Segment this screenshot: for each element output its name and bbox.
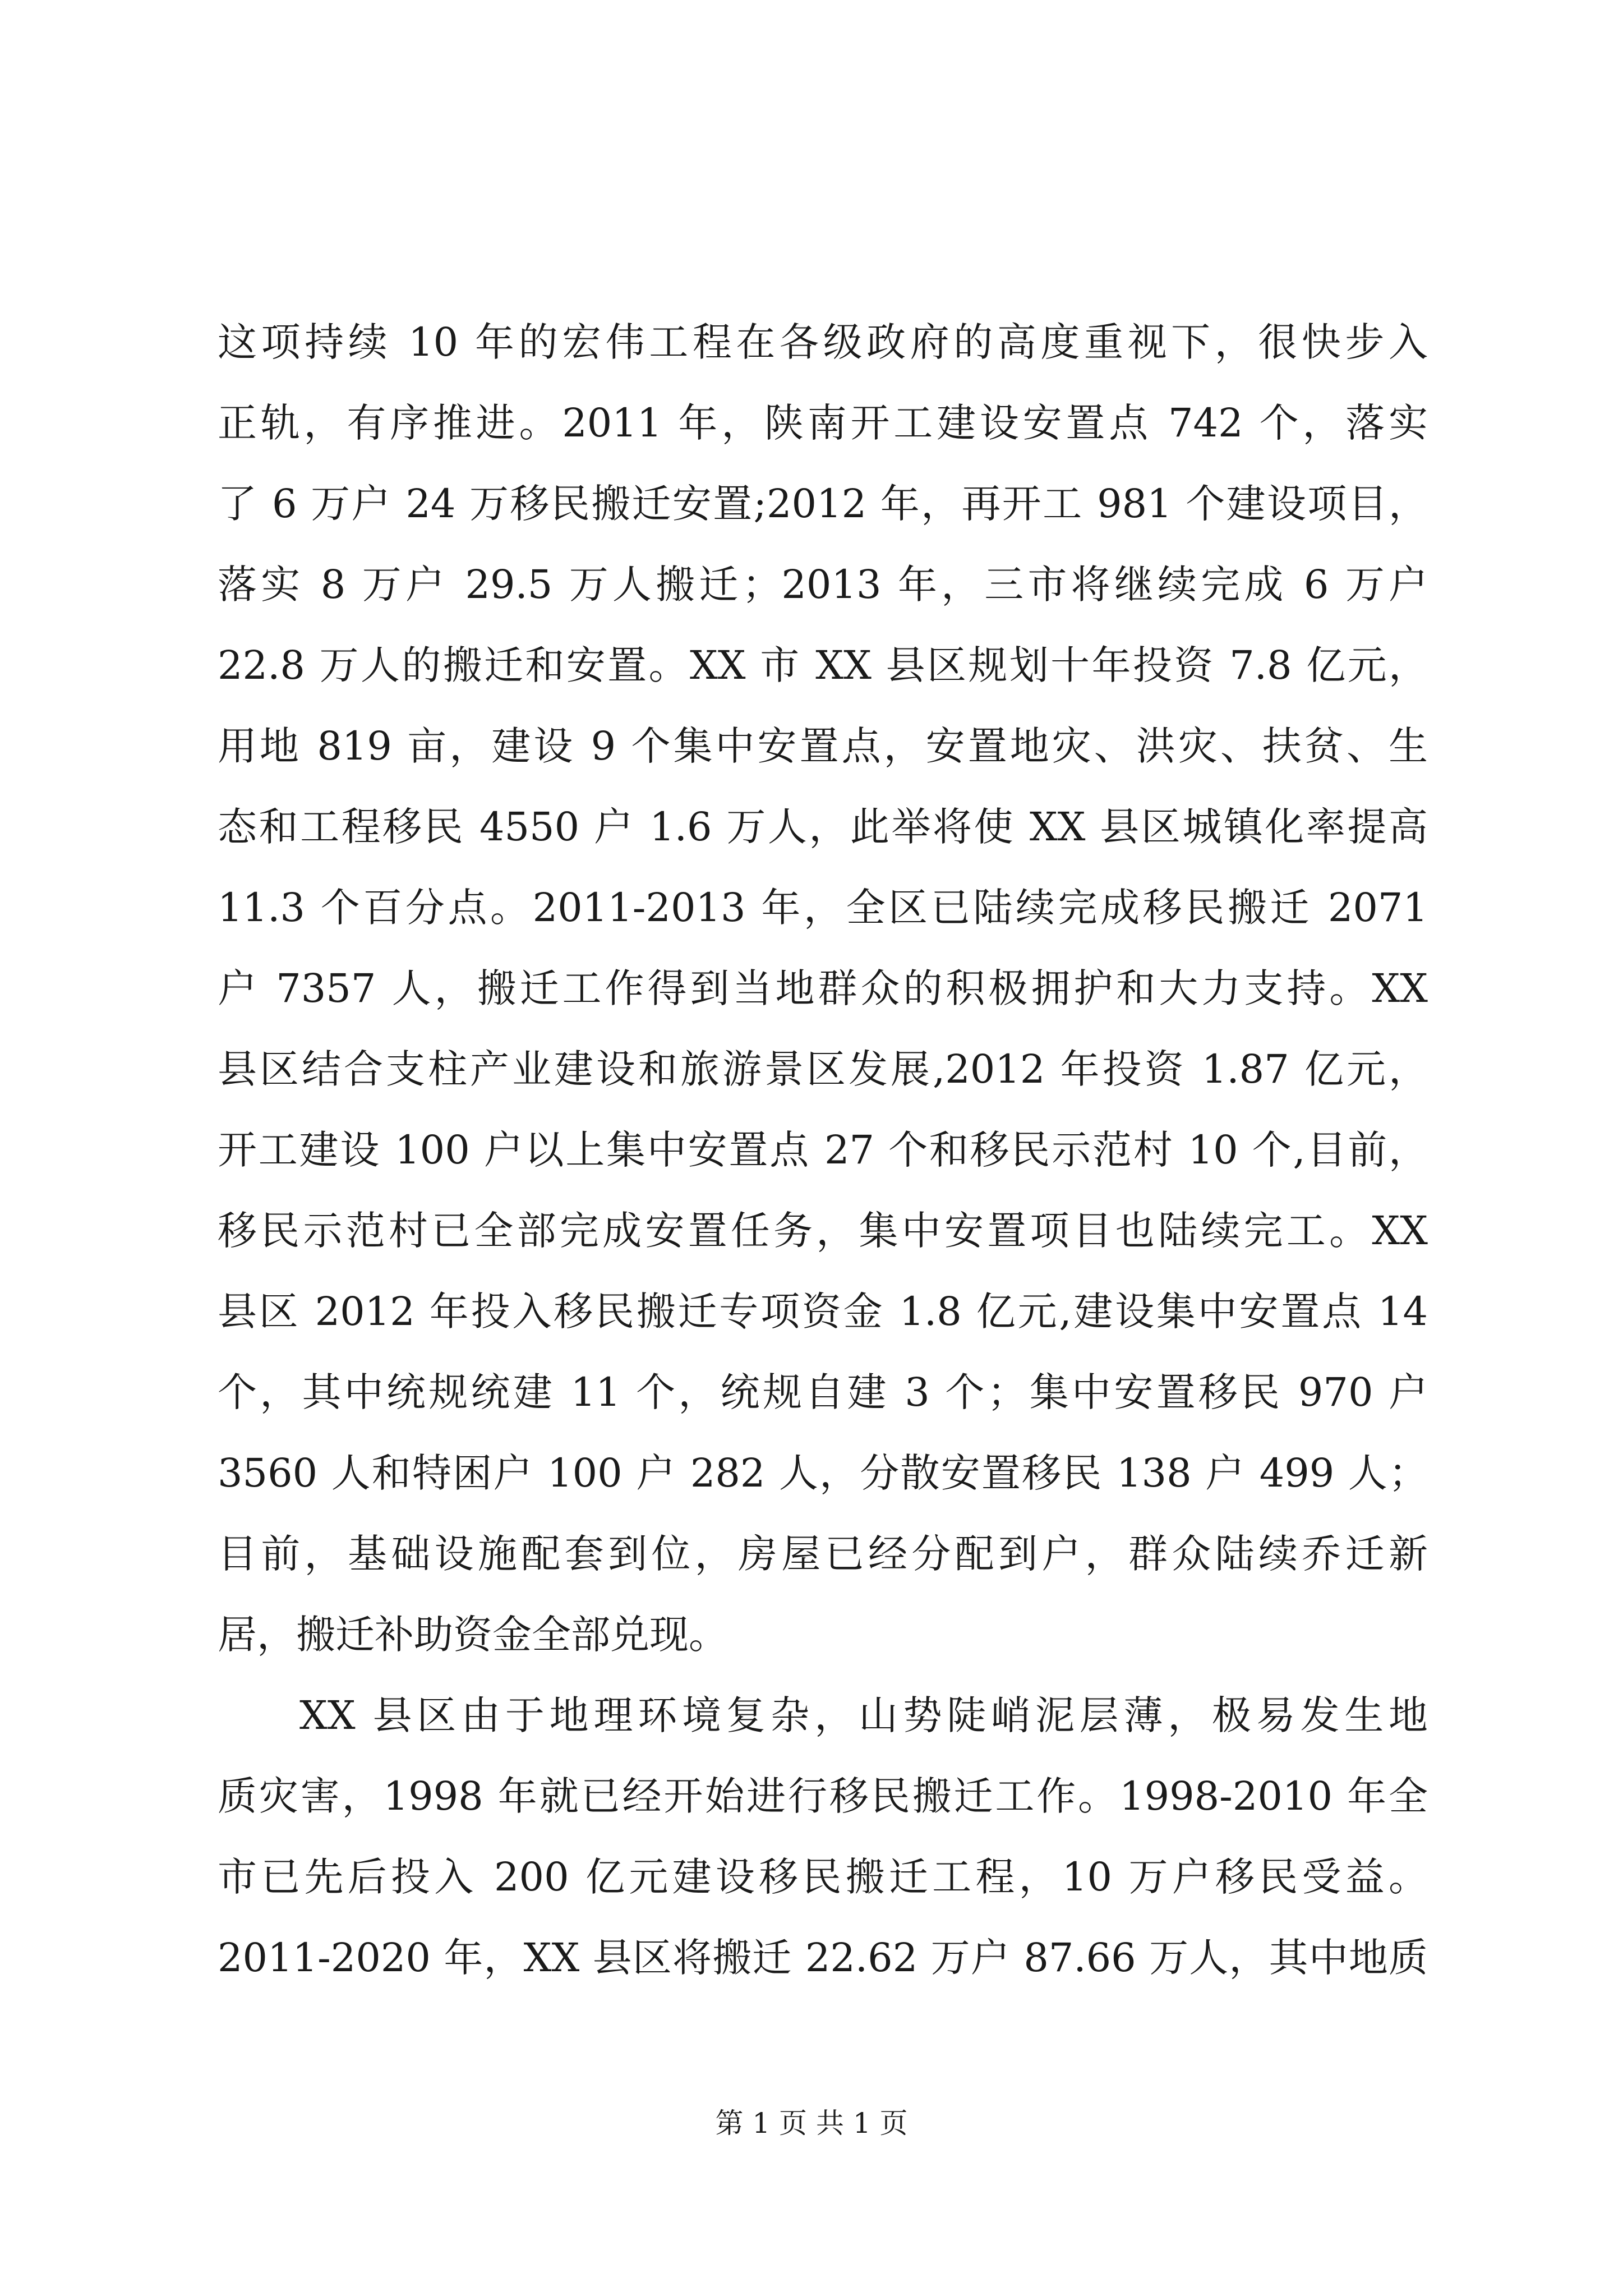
text-line: 落实 8 万户 29.5 万人搬迁；2013 年，三市将继续完成 6 万户 [218,562,1428,608]
text-line: 22.8 万人的搬迁和安置。XX 市 XX 县区规划十年投资 7.8 亿元， [218,642,1428,688]
page-footer [0,2104,1623,2143]
text-line: 开工建设 100 户以上集中安置点 27 个和移民示范村 10 个,目前， [218,1127,1428,1173]
text-line: 这项持续 10 年的宏伟工程在各级政府的高度重视下，很快步入 [218,319,1428,365]
text-line: 户 7357 人，搬迁工作得到当地群众的积极拥护和大力支持。XX [218,965,1428,1011]
page-number-label: 第 1 页 共 1 页 [715,2107,908,2139]
text-line: 市已先后投入 200 亿元建设移民搬迁工程，10 万户移民受益。 [218,1854,1428,1900]
text-line: 个，其中统规统建 11 个，统规自建 3 个；集中安置移民 970 户 [218,1369,1428,1415]
paragraph-2 [218,1675,1428,1998]
text-line: 县区结合支柱产业建设和旅游景区发展,2012 年投资 1.87 亿元， [218,1046,1428,1092]
text-line: 质灾害，1998 年就已经开始进行移民搬迁工作。1998-2010 年全 [218,1773,1428,1819]
text-line: 目前，基础设施配套到位，房屋已经分配到户，群众陆续乔迁新 [218,1531,1428,1577]
text-line: 11.3 个百分点。2011-2013 年，全区已陆续完成移民搬迁 2071 [218,885,1428,931]
text-line: 2011-2020 年，XX 县区将搬迁 22.62 万户 87.66 万人，其中地质 [218,1935,1428,1981]
paragraph-1 [218,302,1428,1675]
text-line: 3560 人和特困户 100 户 282 人，分散安置移民 138 户 499 人； [218,1450,1428,1496]
text-line: XX 县区由于地理环境复杂，山势陡峭泥层薄，极易发生地 [299,1692,1428,1738]
text-line: 正轨，有序推进。2011 年，陕南开工建设安置点 742 个，落实 [218,400,1428,446]
text-line: 了 6 万户 24 万移民搬迁安置;2012 年，再开工 981 个建设项目， [218,481,1428,527]
text-line: 县区 2012 年投入移民搬迁专项资金 1.8 亿元,建设集中安置点 14 [218,1289,1428,1335]
text-line: 用地 819 亩，建设 9 个集中安置点，安置地灾、洪灾、扶贫、生 [218,723,1428,769]
text-line: 移民示范村已全部完成安置任务，集中安置项目也陆续完工。XX [218,1208,1428,1254]
document-body [218,302,1428,1998]
text-line: 居，搬迁补助资金全部兑现。 [218,1612,728,1658]
text-line: 态和工程移民 4550 户 1.6 万人，此举将使 XX 县区城镇化率提高 [218,804,1428,850]
